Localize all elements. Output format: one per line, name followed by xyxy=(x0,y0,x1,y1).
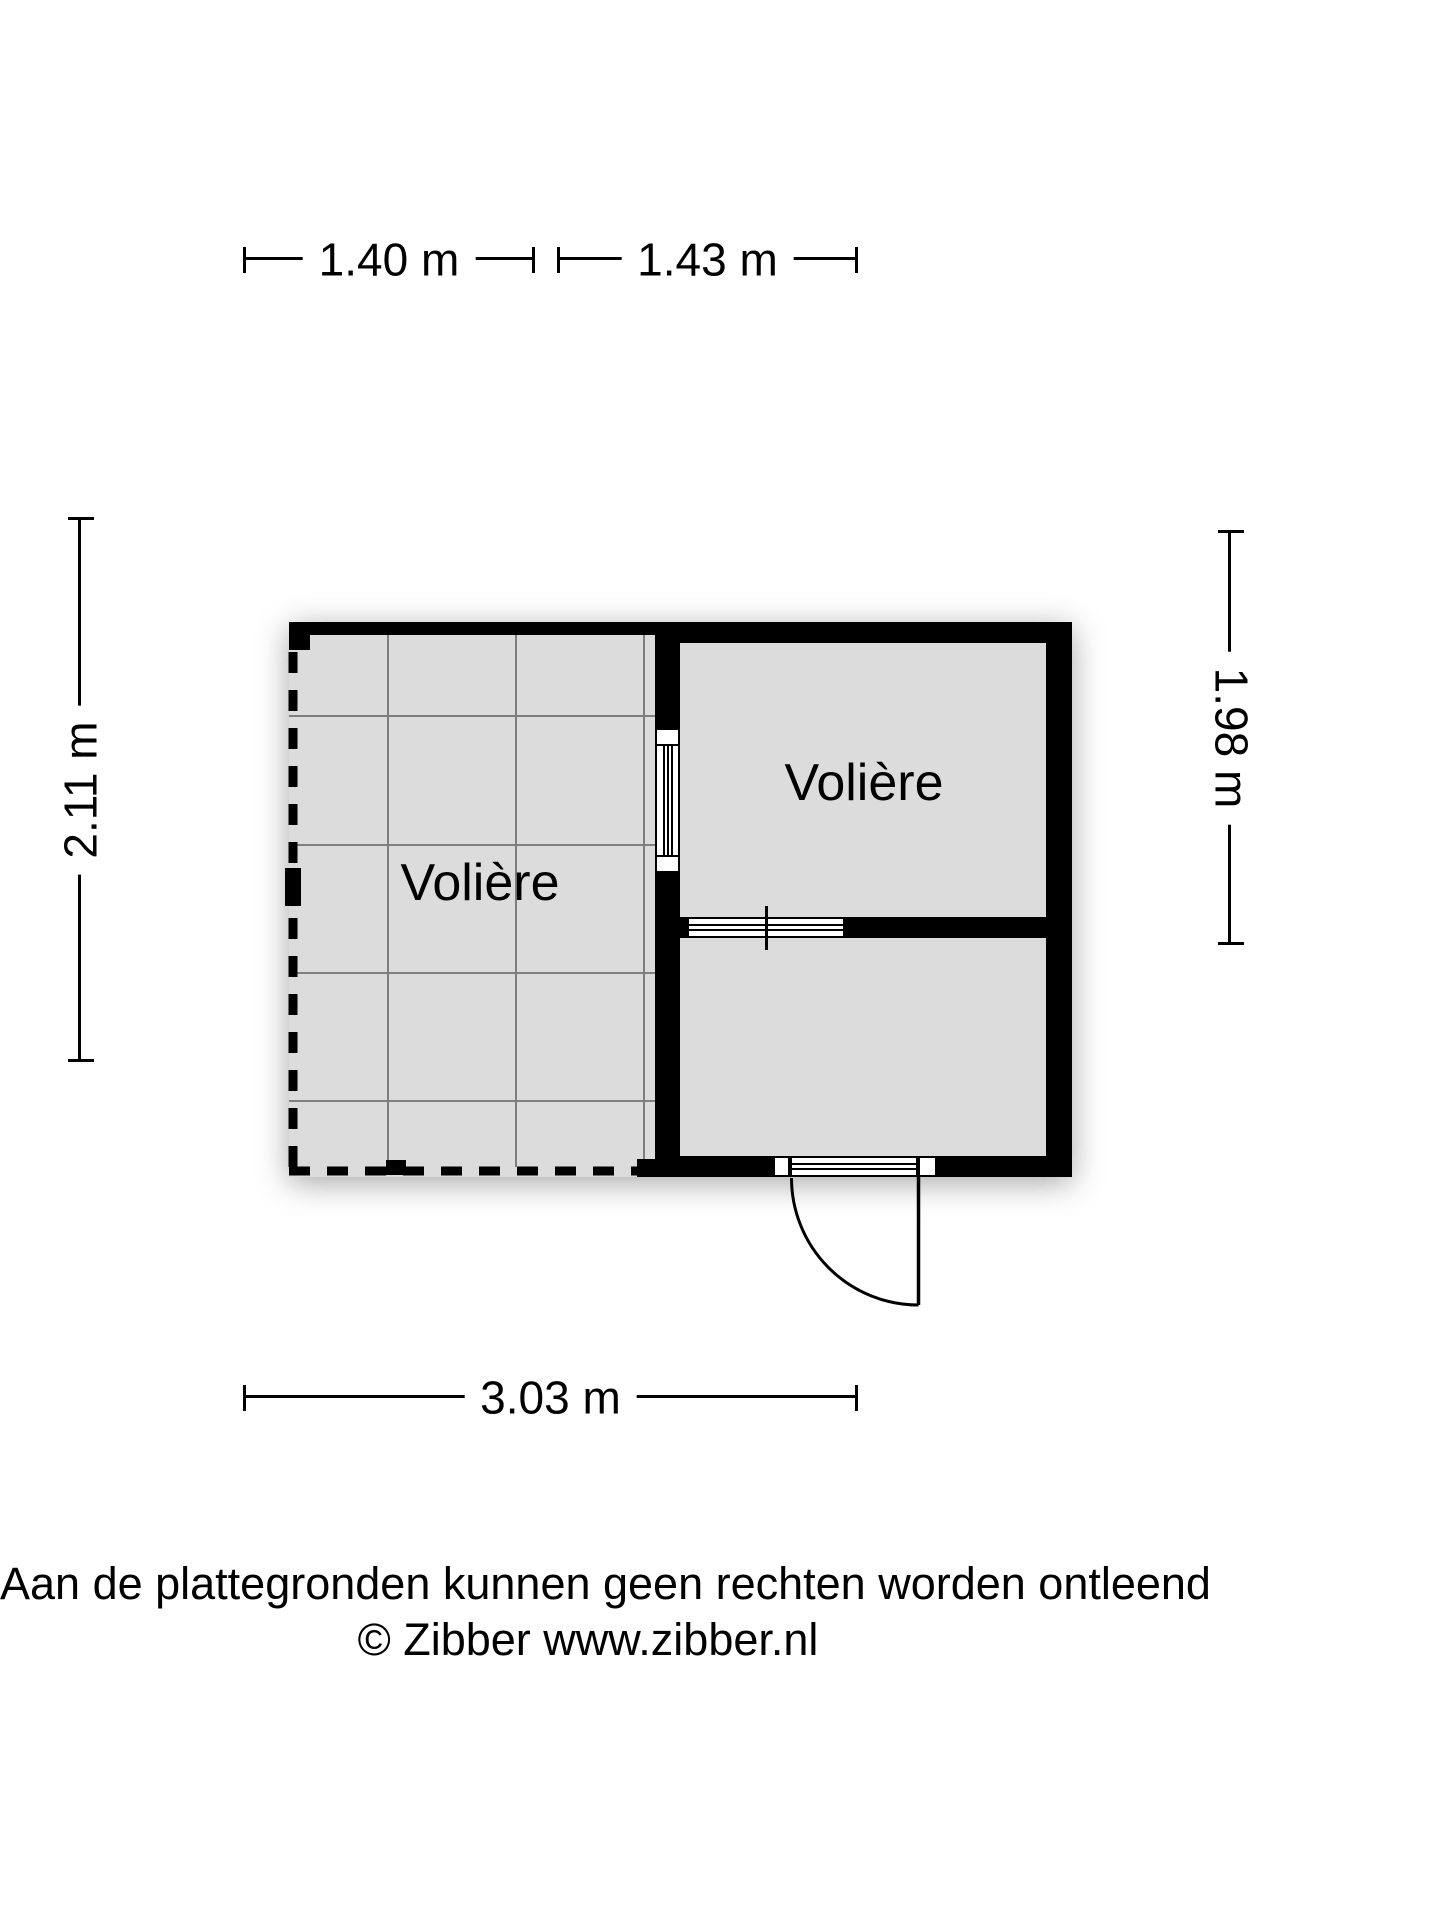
grid-line xyxy=(289,1100,655,1102)
window-cap xyxy=(655,728,680,746)
window-center-tick xyxy=(765,906,768,950)
dimension-cap xyxy=(243,1385,246,1411)
wall-middle-upper xyxy=(655,635,680,728)
dimension-left xyxy=(54,517,107,1062)
door-jamb xyxy=(918,1156,937,1177)
wall-middle-lower xyxy=(655,873,680,1177)
dimension-cap xyxy=(855,1385,858,1411)
window-pane-line xyxy=(667,746,669,855)
grid-line xyxy=(289,844,655,846)
wall-right xyxy=(1046,622,1072,1177)
door-swing-arc xyxy=(792,1178,919,1305)
door-panel-line xyxy=(792,1163,916,1165)
wall-interior-stub xyxy=(680,917,687,938)
dimension-cap xyxy=(68,517,94,520)
wall-bottom-right-segment xyxy=(937,1156,1072,1177)
room-label-left: Volière xyxy=(400,854,560,912)
copyright-text: © Zibber www.zibber.nl xyxy=(357,1614,819,1665)
dimension-cap xyxy=(1218,530,1244,533)
dimension-top-left-label: 1.40 m xyxy=(303,235,476,286)
window-cap xyxy=(655,855,680,873)
grid-line xyxy=(289,972,655,974)
floor-plan xyxy=(289,622,1072,1177)
window-icon xyxy=(655,728,680,873)
wall-top-left xyxy=(289,622,655,635)
dimension-left-label: 2.11 m xyxy=(56,705,107,874)
dimension-cap xyxy=(243,247,246,273)
dimension-bottom xyxy=(243,1371,858,1424)
dimension-cap xyxy=(1218,942,1244,945)
wall-top-right xyxy=(655,622,1072,643)
disclaimer-text: Aan de plattegronden kunnen geen rechten worden ontleend xyxy=(0,1558,1211,1609)
window-pane-line xyxy=(671,746,673,855)
dimension-top-right-label: 1.43 m xyxy=(621,235,794,286)
window-pane-line xyxy=(663,746,665,855)
wall-bottom-left-segment xyxy=(655,1156,773,1177)
door-icon xyxy=(790,1156,918,1177)
room-label-right: Volière xyxy=(784,754,944,812)
door-panel-line xyxy=(792,1168,916,1170)
wall-foot-block xyxy=(637,1159,655,1177)
door-jamb xyxy=(773,1156,790,1177)
grid-line xyxy=(289,715,655,717)
dimension-cap xyxy=(557,247,560,273)
dimension-top-right xyxy=(557,233,858,286)
dimension-right-label: 1.98 m xyxy=(1206,651,1257,824)
footer xyxy=(0,1556,1211,1668)
wall-corner-block xyxy=(289,622,310,650)
dimension-cap xyxy=(532,247,535,273)
wall-interior xyxy=(845,917,1046,938)
dimension-bottom-label: 3.03 m xyxy=(464,1373,637,1424)
dimension-right xyxy=(1205,530,1258,945)
dimension-cap xyxy=(68,1059,94,1062)
dimension-top-left xyxy=(243,233,535,286)
dimension-cap xyxy=(855,247,858,273)
